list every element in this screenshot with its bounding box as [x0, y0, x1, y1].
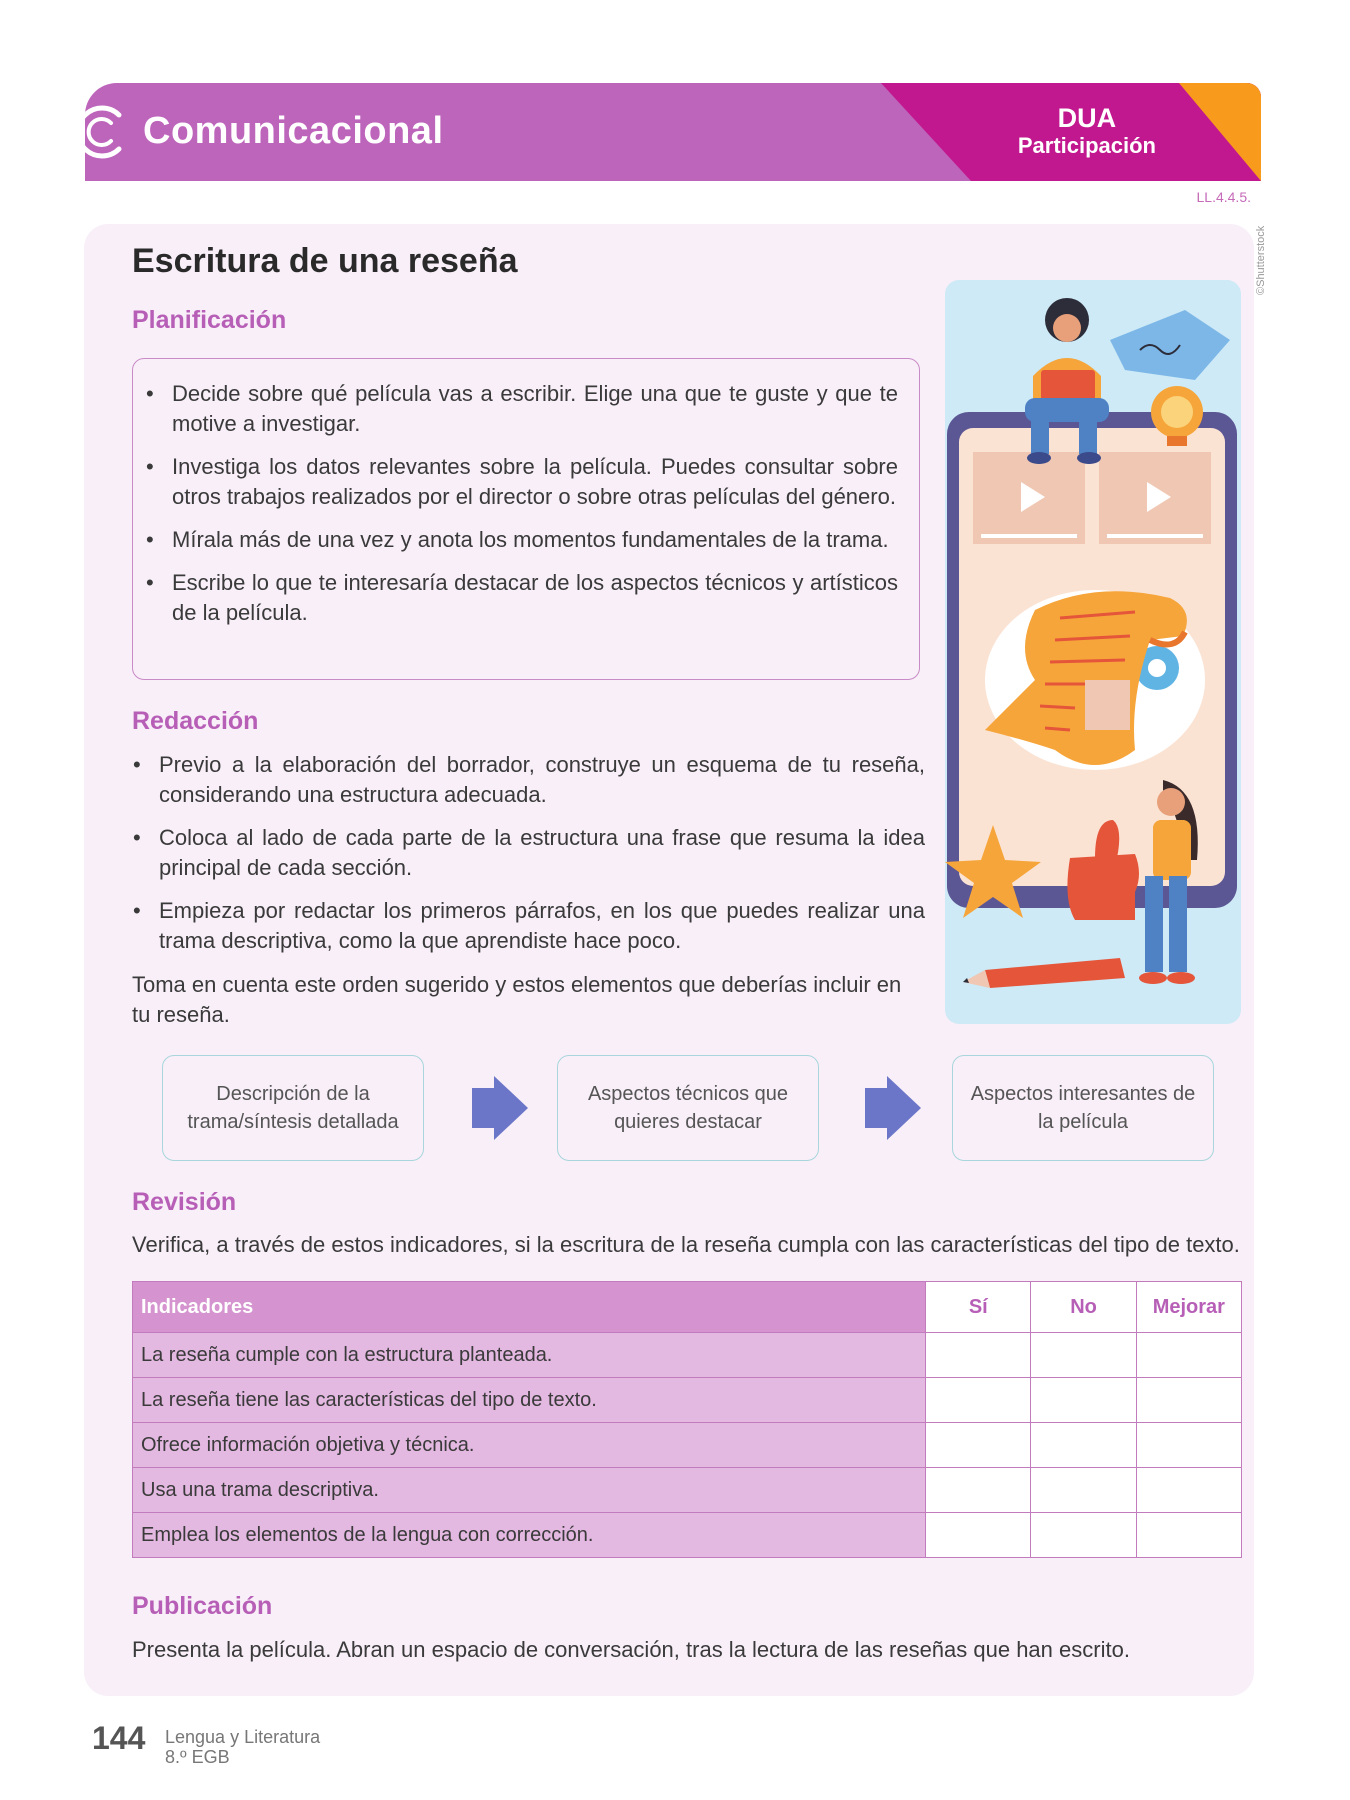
check-cell-mejorar[interactable] [1136, 1468, 1241, 1513]
redaccion-list [159, 750, 925, 969]
film-review-illustration [945, 280, 1241, 1024]
table-row [133, 1468, 1242, 1513]
heading-redaccion: Redacción [132, 707, 259, 735]
indicator-label: Emplea los elementos de la lengua con corrección. [133, 1513, 926, 1558]
revision-text: Verifica, a través de estos indicadores, si la escritura de la reseña cumpla con las características del tipo de texto. [132, 1232, 1240, 1257]
check-cell-mejorar[interactable] [1136, 1513, 1241, 1558]
heading-planificacion: Planificación [132, 306, 287, 334]
subject-label [165, 1727, 320, 1767]
indicator-label: La reseña tiene las características del tipo de texto. [133, 1378, 926, 1423]
flow-step-1: Descripción de la trama/síntesis detallada [162, 1055, 424, 1161]
check-cell-si[interactable] [926, 1333, 1031, 1378]
section-banner [85, 83, 1261, 181]
page-title: Escritura de una reseña [132, 242, 518, 280]
indicator-label: Ofrece información objetiva y técnica. [133, 1423, 926, 1468]
header-indicadores: Indicadores [133, 1282, 926, 1333]
grade-label: 8.º EGB [165, 1747, 230, 1767]
flow-step-2: Aspectos técnicos que quieres destacar [557, 1055, 819, 1161]
planificacion-list [172, 379, 898, 641]
check-cell-no[interactable] [1031, 1513, 1136, 1558]
heading-revision: Revisión [132, 1188, 237, 1216]
header-mejorar: Mejorar [1136, 1282, 1241, 1333]
check-cell-no[interactable] [1031, 1333, 1136, 1378]
header-no: No [1031, 1282, 1136, 1333]
list-item: • Decide sobre qué película vas a escribir. Elige una que te guste y que te motive a investigar. [172, 379, 898, 439]
flow-step-3: Aspectos interesantes de la película [952, 1055, 1214, 1161]
indicator-label: La reseña cumple con la estructura planteada. [133, 1333, 926, 1378]
subject-name: Lengua y Literatura [165, 1727, 321, 1747]
table-row [133, 1333, 1242, 1378]
publicacion-text: Presenta la película. Abran un espacio de conversación, tras la lectura de las reseñas que han escrito. [132, 1637, 1130, 1662]
check-cell-no[interactable] [1031, 1423, 1136, 1468]
check-cell-si[interactable] [926, 1423, 1031, 1468]
list-item: • Mírala más de una vez y anota los momentos fundamentales de la trama. [172, 525, 898, 555]
page-number: 144 [92, 1720, 146, 1756]
header-si: Sí [926, 1282, 1031, 1333]
redaccion-paragraph: Toma en cuenta este orden sugerido y estos elementos que deberías incluir en tu reseña. [132, 972, 902, 1027]
check-cell-mejorar[interactable] [1136, 1378, 1241, 1423]
arrow-right-icon [865, 1076, 921, 1140]
list-item: • Coloca al lado de cada parte de la estructura una frase que resuma la idea principal de cada sección. [159, 823, 925, 883]
arrow-right-icon [472, 1076, 528, 1140]
dua-title: DUA [1057, 103, 1117, 133]
heading-publicacion: Publicación [132, 1592, 273, 1620]
section-title: Comunicacional [143, 110, 444, 152]
list-item: • Escribe lo que te interesaría destacar de los aspectos técnicos y artísticos de la película. [172, 568, 898, 628]
check-cell-si[interactable] [926, 1513, 1031, 1558]
check-cell-no[interactable] [1031, 1378, 1136, 1423]
check-cell-si[interactable] [926, 1378, 1031, 1423]
table-row [133, 1378, 1242, 1423]
check-cell-si[interactable] [926, 1468, 1031, 1513]
c-logo-icon [85, 101, 133, 163]
table-header-row [133, 1282, 1242, 1333]
check-cell-no[interactable] [1031, 1468, 1136, 1513]
indicators-table [132, 1281, 1242, 1558]
list-item: • Previo a la elaboración del borrador, construye un esquema de tu reseña, considerando una estructura adecuada. [159, 750, 925, 810]
check-cell-mejorar[interactable] [1136, 1423, 1241, 1468]
indicator-label: Usa una trama descriptiva. [133, 1468, 926, 1513]
curriculum-code: LL.4.4.5. [1196, 189, 1251, 205]
table-row [133, 1423, 1242, 1468]
dua-subtitle: Participación [1017, 133, 1156, 158]
dua-label [1018, 103, 1156, 159]
list-item: • Empieza por redactar los primeros párrafos, en los que puedes realizar una trama descriptiva, como la que aprendiste hace poco. [159, 896, 925, 956]
image-credit: ©Shutterstock [1255, 225, 1267, 295]
table-row [133, 1513, 1242, 1558]
list-item: • Investiga los datos relevantes sobre la película. Puedes consultar sobre otros trabajos realizados por el director o sobre otras películas del género. [172, 452, 898, 512]
check-cell-mejorar[interactable] [1136, 1333, 1241, 1378]
